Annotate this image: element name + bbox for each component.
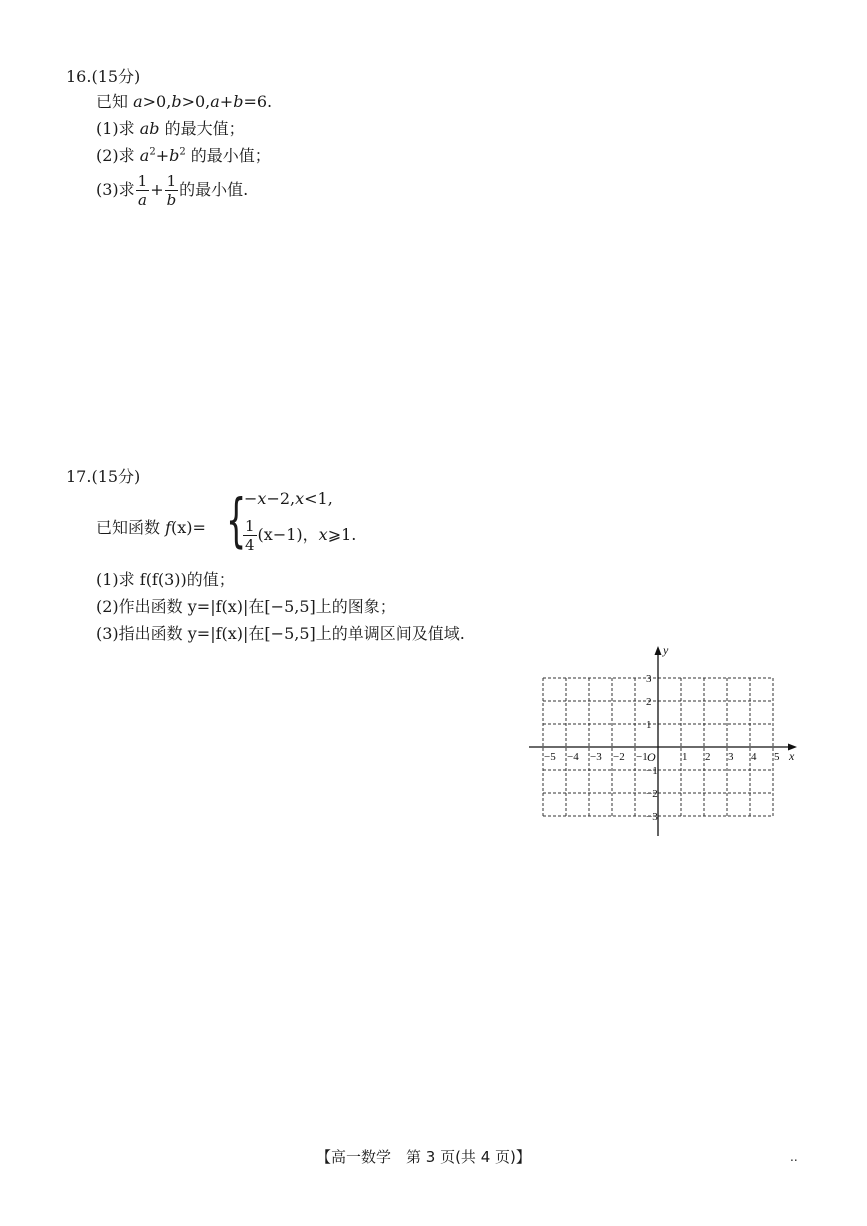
x-tick-label: −3 xyxy=(590,751,602,763)
q17-piece-2: $\frac{1}{4}$ (x−1)，x⩾1. xyxy=(245,517,357,554)
x-tick-label: 2 xyxy=(705,751,711,763)
x-tick-label: 1 xyxy=(682,751,688,763)
origin-label: O xyxy=(647,750,656,764)
q16-heading: 16.(15分) xyxy=(66,67,141,86)
q17-part-1: (1)求 f(f(3))的值； xyxy=(96,570,235,589)
q16-part-3: (3)求 $\frac{1}{a}$ + $\frac{1}{b}$ 的最小值. xyxy=(96,172,249,209)
y-axis-label: y xyxy=(663,643,669,657)
x-tick-label: 5 xyxy=(774,751,780,763)
q17-definition-prefix: 已知函数 f(x)= xyxy=(96,518,206,537)
q16-part-2: (2)求 $a^2+b^2$ 的最小值； xyxy=(96,146,271,165)
page-footer: 【高一数学 第 3 页(共 4 页)】 xyxy=(316,1148,531,1166)
y-tick-label: 2 xyxy=(646,696,652,708)
x-tick-label: −4 xyxy=(567,751,579,763)
y-tick-label: −2 xyxy=(646,788,658,800)
x-tick-label: 4 xyxy=(751,751,757,763)
q17-part-3: (3)指出函数 y=|f(x)|在[−5,5]上的单调区间及值域. xyxy=(96,624,465,643)
x-tick-label: −2 xyxy=(613,751,625,763)
x-tick-label: −5 xyxy=(544,751,556,763)
fraction-one-over-b: $\frac{1}{b}$ xyxy=(166,172,177,209)
piecewise-brace: { xyxy=(226,486,247,554)
y-tick-label: −1 xyxy=(646,765,658,777)
corner-mark: .. xyxy=(790,1150,798,1164)
y-tick-label: 3 xyxy=(646,673,652,685)
fraction-one-over-a: $\frac{1}{a}$ xyxy=(137,172,148,209)
x-axis-label: x xyxy=(789,749,795,763)
q16-given: 已知 a>0,b>0,a+b=6. xyxy=(96,92,273,111)
fraction-one-quarter: $\frac{1}{4}$ xyxy=(245,517,255,554)
q16-part-1: (1)求 ab 的最大值； xyxy=(96,119,245,138)
x-tick-label: 3 xyxy=(728,751,734,763)
q17-part-2: (2)作出函数 y=|f(x)|在[−5,5]上的图象； xyxy=(96,597,396,616)
x-tick-label: −1 xyxy=(636,751,648,763)
q17-piece-1: −x−2,x<1, xyxy=(244,489,333,508)
y-tick-label: −3 xyxy=(646,811,658,823)
y-tick-label: 1 xyxy=(646,719,652,731)
coordinate-grid xyxy=(525,638,810,838)
y-axis-arrow xyxy=(655,646,662,655)
q17-heading: 17.(15分) xyxy=(66,467,141,486)
